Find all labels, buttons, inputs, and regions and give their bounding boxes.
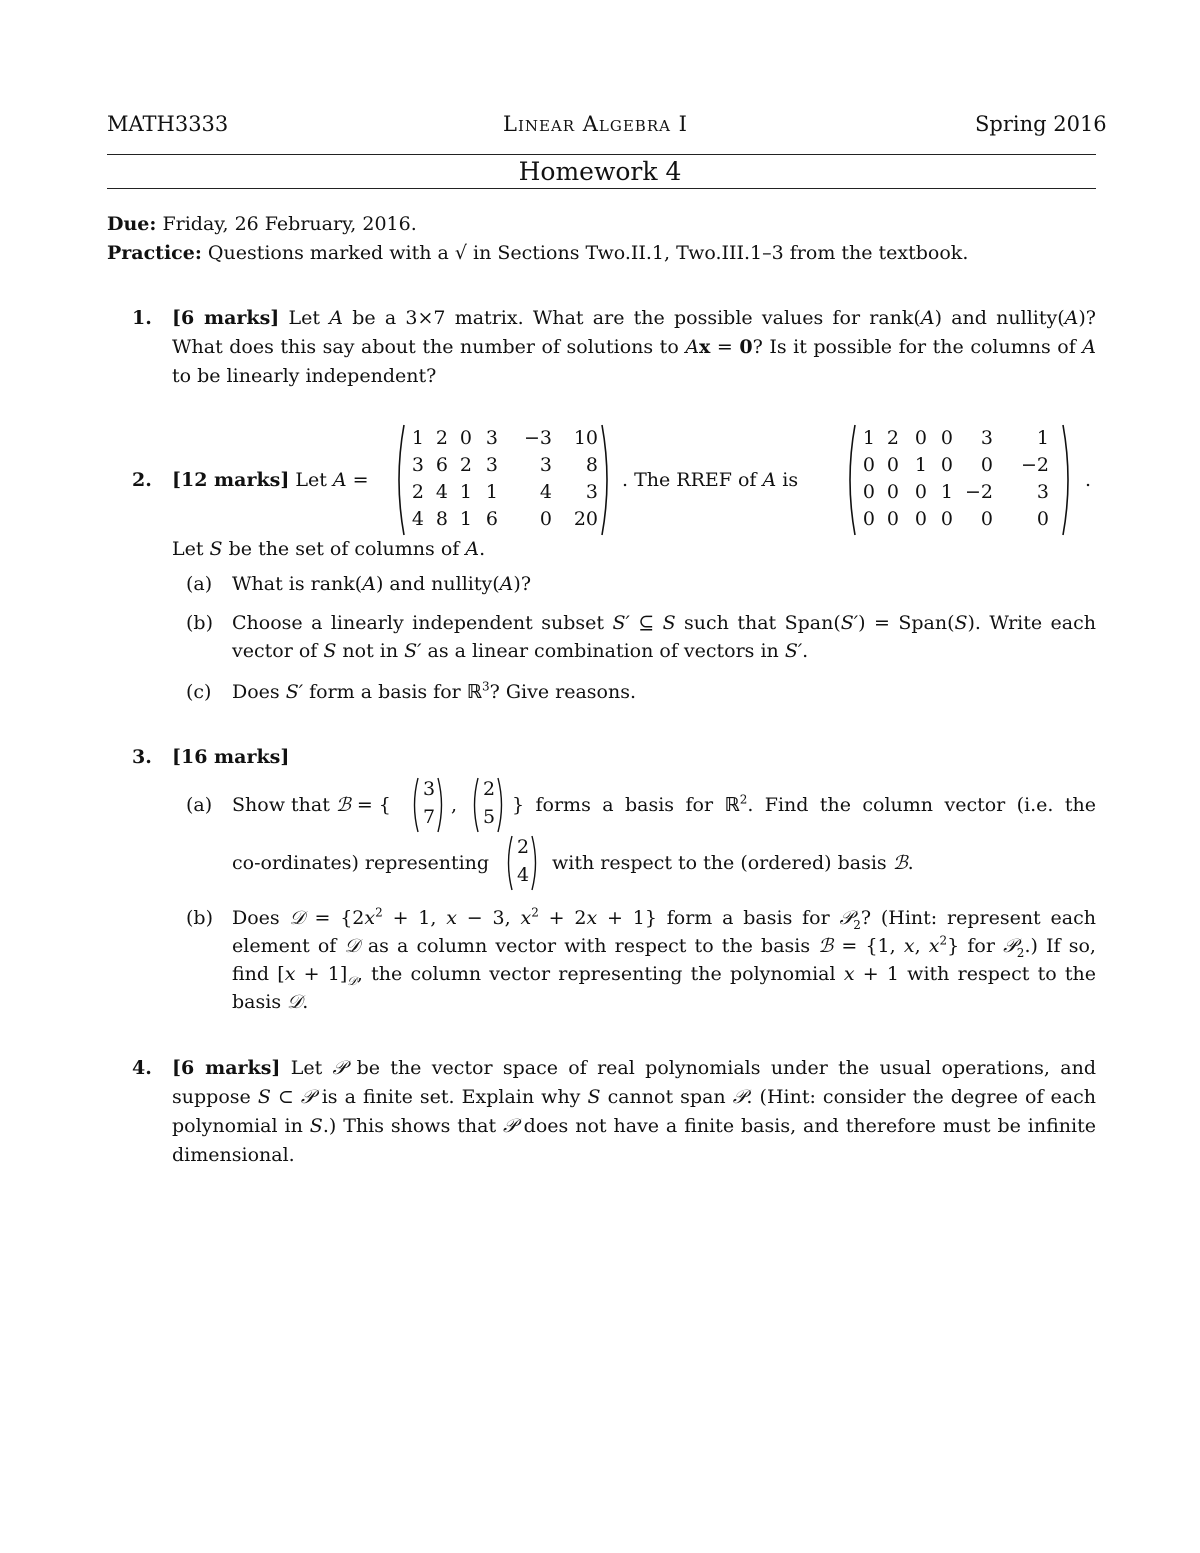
right-paren-icon (530, 834, 540, 892)
matrix-a (392, 423, 614, 537)
q2-number: 2. (132, 469, 152, 491)
q2-intro: [12 marks] Let A = (172, 469, 369, 491)
matrix-a-cell: 0 (539, 508, 552, 530)
matrix-a-cell: 3 (485, 454, 498, 476)
practice-label: Practice: (107, 242, 202, 264)
vector-b2-top: 2 (483, 778, 496, 800)
q3-number: 3. (132, 746, 152, 768)
comma: , (451, 794, 458, 816)
matrix-a-cell: 4 (435, 481, 448, 503)
matrix-a-cell: 4 (411, 508, 424, 530)
left-paren-icon (410, 776, 420, 834)
term: Spring 2016 (975, 112, 1107, 136)
matrix-rref-cell: 1 (940, 481, 953, 503)
matrix-rref-cell: 0 (886, 454, 899, 476)
q2b-label: (b) (186, 612, 213, 634)
matrix-a-cell: 1 (459, 508, 472, 530)
matrix-a-cell: 2 (435, 427, 448, 449)
q2c-label: (c) (186, 681, 212, 703)
practice-line (107, 242, 968, 264)
matrix-rref-cell: 1 (914, 454, 927, 476)
vector-target-bottom: 4 (517, 864, 530, 886)
matrix-a-cell: 1 (485, 481, 498, 503)
matrix-a-cell: 8 (435, 508, 448, 530)
matrix-rref-cell: 0 (940, 508, 953, 530)
matrix-rref-cell: 0 (940, 454, 953, 476)
matrix-a-cell: 3 (411, 454, 424, 476)
q1-marks: [6 marks] (172, 307, 280, 329)
vector-b1-top: 3 (423, 778, 436, 800)
matrix-rref-cell: 0 (886, 508, 899, 530)
q2b-text: Choose a linearly independent subset S′ ⊆ S such that Span(S′) = Span(S). Write each vector of S not in S′ as a linear combination of vectors in S′. (232, 612, 1097, 662)
course-code: MATH3333 (107, 112, 229, 136)
right-paren-icon (600, 423, 614, 537)
matrix-rref-cell: 3 (1036, 481, 1049, 503)
check-icon: √ (454, 242, 467, 264)
matrix-a-cell: 3 (539, 454, 552, 476)
q4-marks: [6 marks] (172, 1057, 281, 1079)
matrix-rref-cell: 0 (1036, 508, 1049, 530)
matrix-a-cell: 6 (435, 454, 448, 476)
matrix-rref-cell: 0 (980, 508, 993, 530)
q4-text: [6 marks] Let 𝒫 be the vector space of real polynomials under the usual operations, and suppose S ⊂ 𝒫 is a finite set. Explain why S cannot span 𝒫. (Hint: consider the degree of each polynomial in S.) This shows that 𝒫 does not have a finite basis, and therefore must be infinite dimensional. (172, 1057, 1097, 1166)
q2-period: . (1085, 469, 1092, 491)
q3a-coordinates: co-ordinates) representing (232, 852, 490, 874)
right-paren-icon (496, 776, 506, 834)
q3b-text: Does 𝒟 = {$2x^2 + 1$, x − 3, $x^2 + 2x + 1$} form a basis for 𝒫$_2$? (Hint: represent each element of 𝒟 as a column vector with respect to the basis ℬ = {1, x, $x^2$} for 𝒫$_2$.) If so, find $[x + 1]_𝒟$, the column vector representing the polynomial x + 1 with respect to the basis 𝒟. (232, 905, 1096, 1013)
matrix-rref-cell: 1 (1036, 427, 1049, 449)
matrix-rref-cell: −2 (1020, 454, 1049, 476)
matrix-rref (843, 423, 1075, 537)
page-title: Homework 4 (518, 157, 682, 186)
matrix-a-cell: 1 (411, 427, 424, 449)
matrix-a-cell: −3 (523, 427, 552, 449)
q2c-text: Does S′ form a basis for ℝ$^3$? Give reasons. (232, 679, 637, 703)
vector-target-top: 2 (517, 836, 530, 858)
matrix-rref-cell: 0 (862, 481, 875, 503)
matrix-a-cell: 1 (459, 481, 472, 503)
left-paren-icon (504, 834, 514, 892)
q2-marks: [12 marks] (172, 469, 290, 491)
matrix-a-cell: 3 (485, 427, 498, 449)
matrix-rref-cell: 2 (886, 427, 899, 449)
matrix-a-cell: 20 (573, 508, 598, 530)
matrix-a-cell: 10 (573, 427, 598, 449)
q2-rref-text: . The RREF of A is (622, 469, 799, 491)
matrix-a-cell: 8 (585, 454, 598, 476)
matrix-rref-cell: 0 (886, 481, 899, 503)
q2a-text: What is rank(A) and nullity(A)? (232, 573, 532, 595)
vector-b1-bottom: 7 (423, 806, 436, 828)
matrix-a-cell: 3 (585, 481, 598, 503)
q1-number: 1. (132, 307, 152, 329)
matrix-rref-cell: −2 (964, 481, 993, 503)
q2a-label: (a) (186, 573, 213, 595)
q4-number: 4. (132, 1057, 152, 1079)
matrix-a-cell: 6 (485, 508, 498, 530)
matrix-rref-cell: 0 (862, 454, 875, 476)
left-paren-icon (470, 776, 480, 834)
matrix-a-cell: 4 (539, 481, 552, 503)
practice-text-after: in Sections Two.II.1, Two.III.1–3 from the textbook. (473, 242, 969, 264)
due-text: Friday, 26 February, 2016. (162, 213, 417, 235)
course-title: Linear Algebra I (503, 112, 688, 136)
vector-target (504, 834, 540, 892)
right-paren-icon (1061, 423, 1075, 537)
vector-b2 (470, 776, 506, 834)
q2-let-s: Let S be the set of columns of A. (172, 538, 486, 560)
q3a-label: (a) (186, 794, 213, 816)
right-paren-icon (436, 776, 446, 834)
q3a-wrt: with respect to the (ordered) basis ℬ. (552, 852, 914, 874)
vector-b2-bottom: 5 (483, 806, 496, 828)
matrix-rref-cell: 0 (980, 454, 993, 476)
matrix-a-cell: 2 (459, 454, 472, 476)
vector-b1 (410, 776, 446, 834)
q1-text: [6 marks] Let A be a 3×7 matrix. What are the possible values for rank(A) and nullity(A)? What does this say about the number of solutions to Ax = 0? Is it possible for the columns of A to be linearly independent? (172, 307, 1097, 387)
matrix-rref-cell: 1 (862, 427, 875, 449)
matrix-a-cell: 0 (459, 427, 472, 449)
q3a-rest: } forms a basis for ℝ$^2$. Find the column vector (i.e. the (512, 792, 1096, 816)
q3b-label: (b) (186, 907, 213, 929)
q3-marks: [16 marks] (172, 746, 290, 768)
due-line (107, 213, 417, 235)
top-rule (107, 154, 1096, 155)
q3a-show: Show that ℬ = { (232, 794, 391, 816)
matrix-rref-cell: 0 (862, 508, 875, 530)
matrix-rref-cell: 0 (914, 508, 927, 530)
bottom-rule (107, 188, 1096, 189)
matrix-a-cell: 2 (411, 481, 424, 503)
practice-text-before: Questions marked with a (207, 242, 449, 264)
due-label: Due: (107, 213, 157, 235)
matrix-rref-cell: 0 (914, 481, 927, 503)
matrix-rref-cell: 0 (914, 427, 927, 449)
matrix-rref-cell: 3 (980, 427, 993, 449)
matrix-rref-cell: 0 (940, 427, 953, 449)
